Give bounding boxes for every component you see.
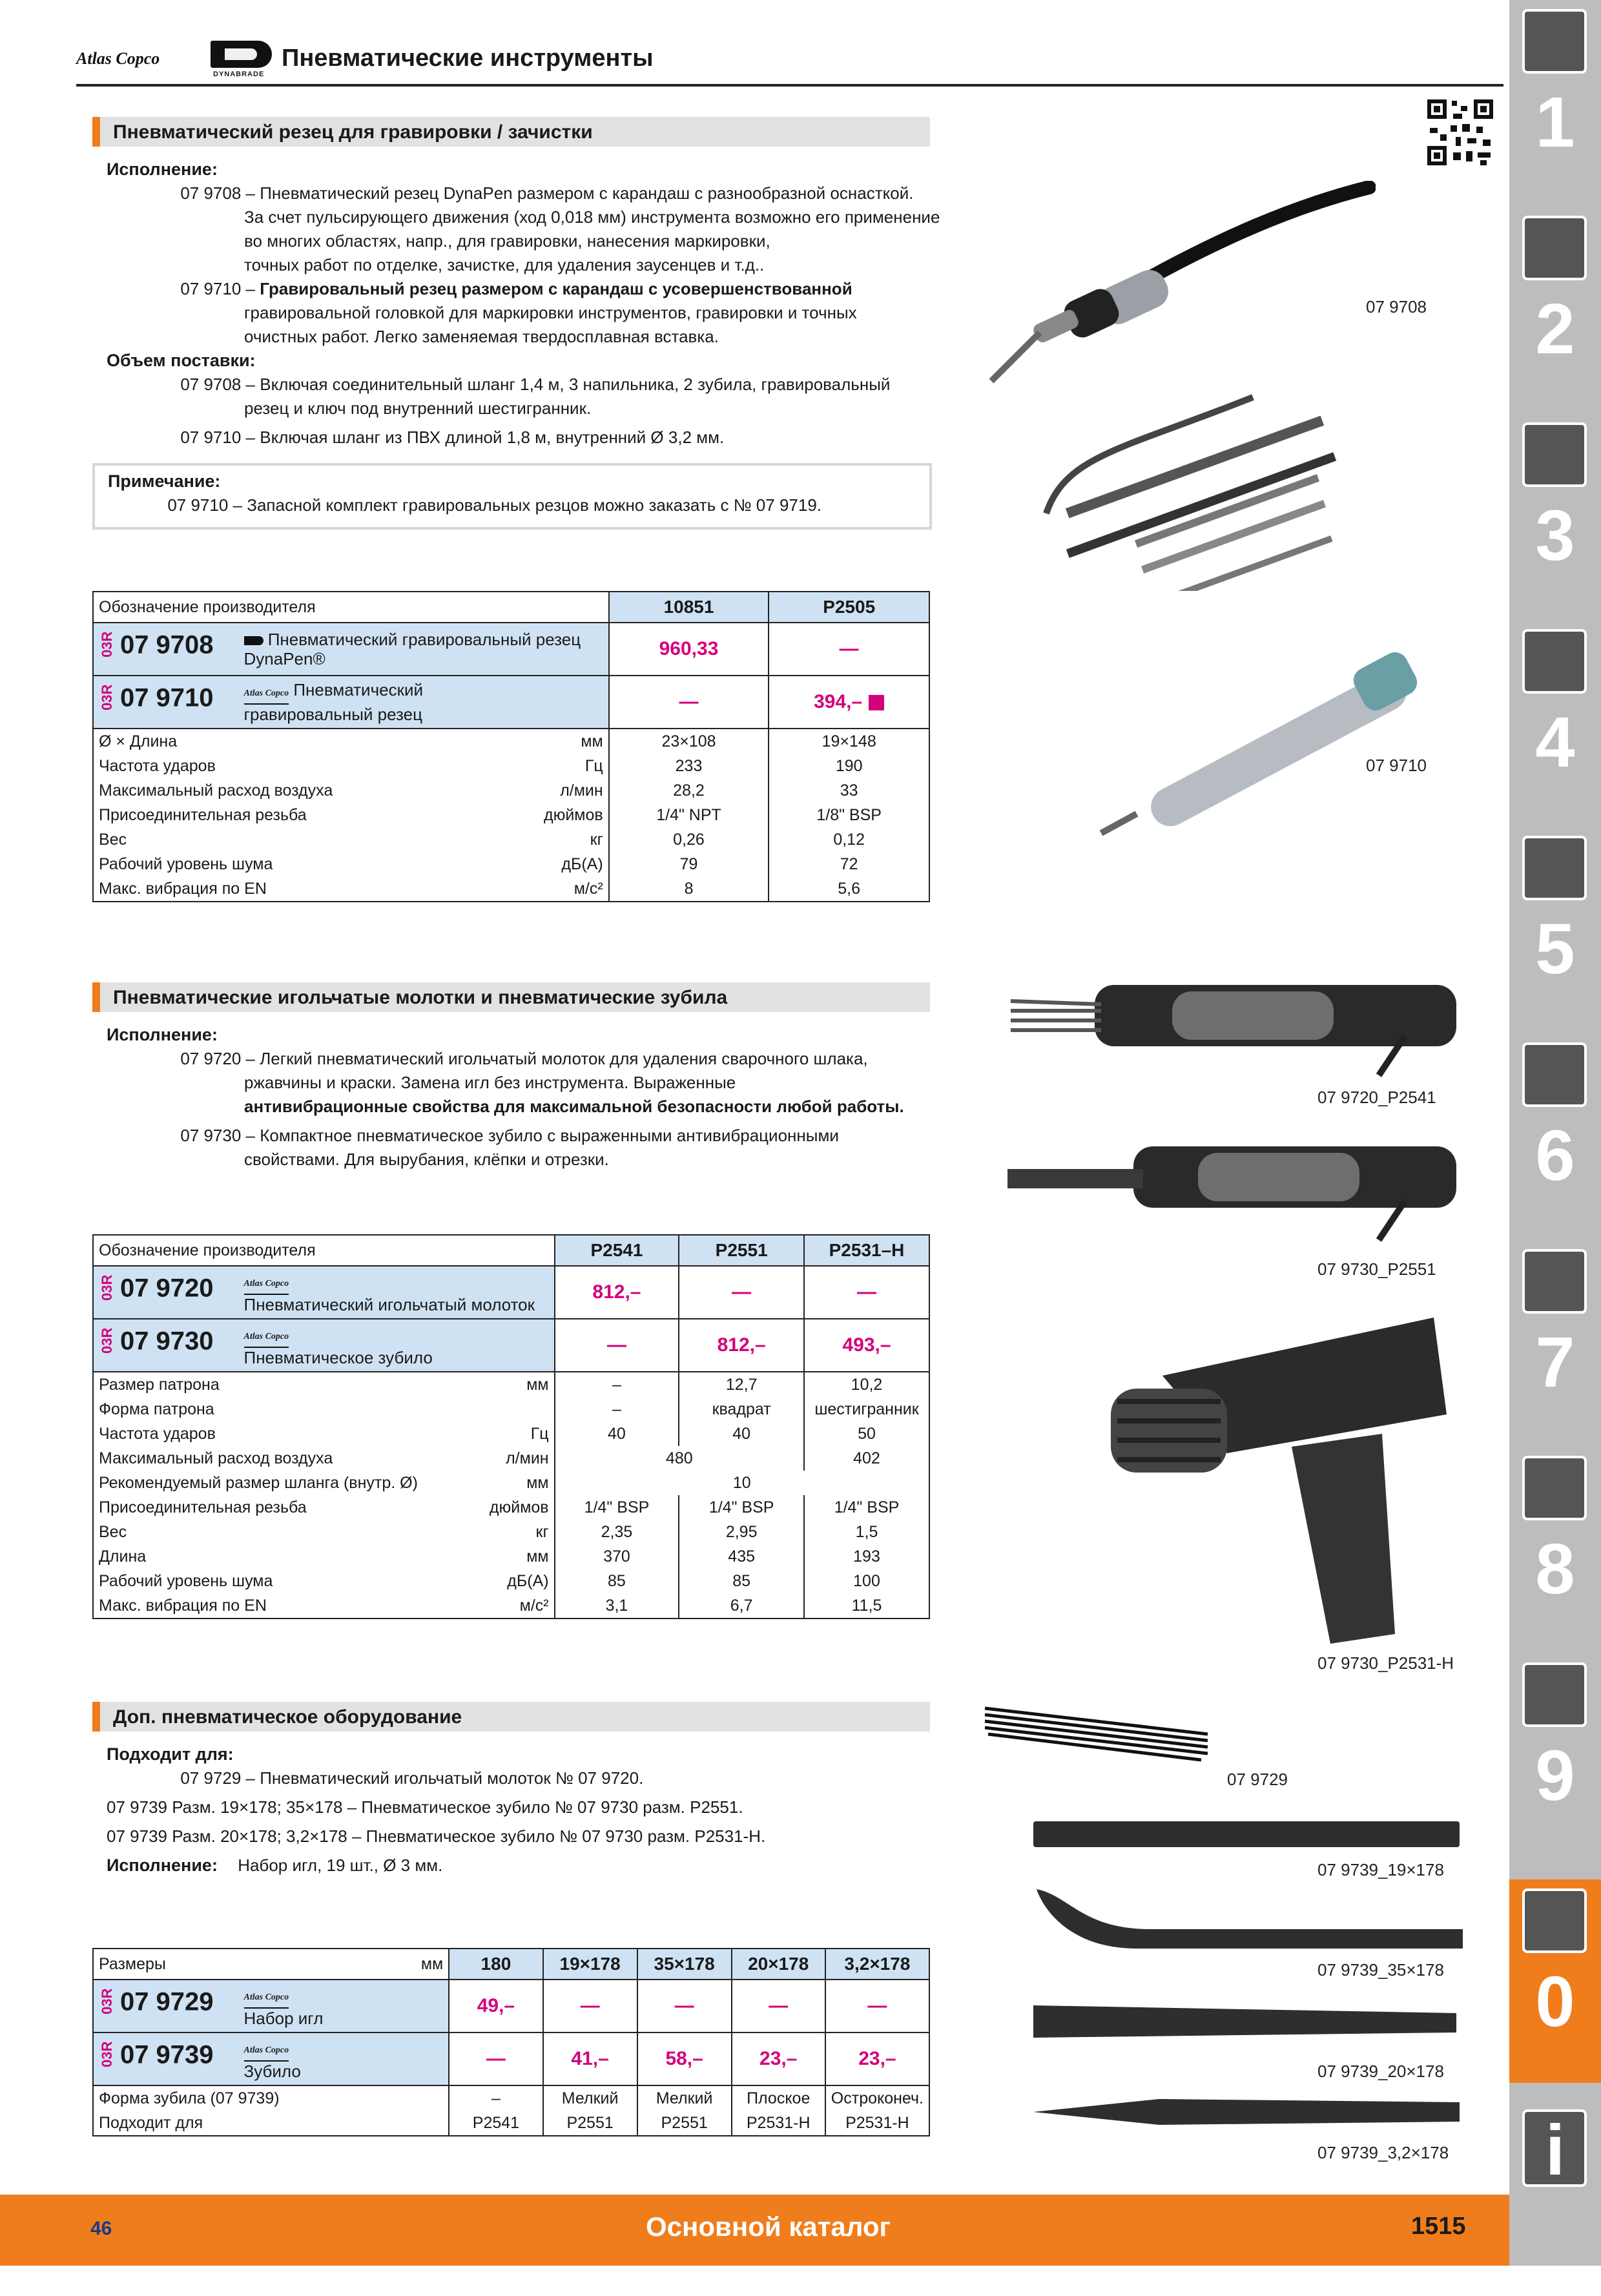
pistol-chisel-image <box>1098 1292 1460 1653</box>
page-header <box>76 36 1503 87</box>
qr-code-icon[interactable] <box>1425 97 1496 168</box>
atlas-copco-logo: Atlas Copco <box>76 49 160 68</box>
sidebar-tab-7[interactable]: 7 <box>1517 1240 1593 1443</box>
table-row[interactable]: 03R 07 9730 Atlas Copco Пневматическое зубило — 812,– 493,– <box>93 1319 929 1372</box>
sidebar-tab-8[interactable]: 8 <box>1517 1447 1593 1650</box>
caption-07-9739-3-2: 07 9739_3,2×178 <box>1317 2143 1449 2162</box>
air-chisel-image <box>1004 1121 1469 1250</box>
table-row[interactable]: 03R 07 9739 Atlas Copco Зубило — 41,– 58,– 23,– 23,– <box>93 2032 929 2085</box>
caption-07-9708: 07 9708 <box>1366 297 1427 316</box>
sidebar-tab-9[interactable]: 9 <box>1517 1653 1593 1857</box>
table-row[interactable]: 03R 07 9729 Atlas Copco Набор игл 49,– — — — — <box>93 1980 929 2032</box>
sidebar-tab-0-active[interactable]: 0 <box>1509 1879 1601 2083</box>
section-bar-accessories: Доп. пневматическое оборудование <box>92 1702 930 1732</box>
table-row[interactable]: 03R 07 9710 Atlas Copco Пневматический гравировальный резец — 394,– <box>93 676 929 729</box>
chisel-35x178-image <box>1030 1883 1469 1960</box>
table-row[interactable]: 03R 07 9708 Пневматический гравировальный резец DynaPen® 960,33 — <box>93 623 929 676</box>
sidebar-tab-6[interactable]: 6 <box>1517 1033 1593 1237</box>
engraving-pen-image <box>1098 646 1460 859</box>
chisel-20x178-image <box>1030 1999 1469 2044</box>
needle-hammer-image <box>1004 953 1469 1082</box>
table1-head: Обозначение производителя <box>93 592 609 623</box>
sidebar-tab-4[interactable]: 4 <box>1517 620 1593 823</box>
section3-text: Подходит для: 07 9729 – Пневматический игольчатый молоток № 07 9720. 07 9739 Разм. 19×178; 35×178 – Пневматическое зубило № 07 9730 разм. P2551. 07 9739 Разм. 20×178; 3,2×178 – Пневматическое зубило № 07 9730 разм. P2531-H. Исполнение: Набор игл, 19 шт., Ø 3 мм. <box>107 1744 766 1875</box>
sidebar-tab-1[interactable]: 1 <box>1517 0 1593 203</box>
engraver-accessories-image <box>1020 378 1408 591</box>
sidebar-tab-2[interactable]: 2 <box>1517 207 1593 410</box>
caption-07-9739-19: 07 9739_19×178 <box>1317 1860 1444 1879</box>
page-number-right: 1515 <box>1411 2213 1466 2240</box>
table-accessories: Размеры мм 180 19×178 35×178 20×178 3,2×178 03R 07 9729 Atlas Copco Набор игл 49,– — — — — 03R 07 9739 Atlas Copco Зубило — 41,– 58,– 23,– 23,– Форма зубила (07 9739) – Мелкий Мелкий Плоское Остроконеч. Подходит для P2541 P2551 P2551 P2531-H P2531-H <box>92 1948 930 2136</box>
dynabrade-logo: DYNABRADE <box>205 37 276 82</box>
chisel-19x178-image <box>1030 1815 1469 1854</box>
caption-07-9710: 07 9710 <box>1366 756 1427 775</box>
catalog-title: Основной каталог <box>646 2211 891 2242</box>
page-title: Пневматические инструменты <box>282 45 654 72</box>
dynapen-image <box>988 181 1376 394</box>
section1-text: Исполнение: 07 9708 – Пневматический резец DynaPen размером с карандаш с разнообразной оснасткой. За счет пульсирующего движения (ход 0,018 мм) инструмента возможно его применение во многих областях, напр., для гравировки, нанесения маркировки, точных работ по отделке, зачистке, для удаления заусенцев и т.д.. 07 9710 – Гравировальный резец размером с карандаш с усовершенствованной гравировальной головкой для маркировки инструментов, гравировки и точных очистных работ. Легко заменяемая твердосплавная вставка. Объем поставки: 07 9708 – Включая соединительный шланг 1,4 м, 3 напильника, 2 зубила, гравировальный резец и ключ под внутренний шестигранник. 07 9710 – Включая шланг из ПВХ длиной 1,8 м, внутренний Ø 3,2 мм. <box>107 160 940 447</box>
page-number-left: 46 <box>90 2218 112 2239</box>
caption-07-9730-p2551: 07 9730_P2551 <box>1317 1259 1436 1279</box>
caption-07-9739-35: 07 9739_35×178 <box>1317 1960 1444 1980</box>
sidebar-tab-info[interactable]: i <box>1517 2093 1593 2296</box>
sidebar-tab-5[interactable]: 5 <box>1517 827 1593 1030</box>
chapter-sidebar <box>1509 0 1601 2266</box>
needle-set-image <box>982 1695 1214 1773</box>
caption-07-9730-p2531: 07 9730_P2531-H <box>1317 1653 1454 1673</box>
caption-07-9739-20: 07 9739_20×178 <box>1317 2062 1444 2081</box>
section-bar-engraver: Пневматический резец для гравировки / зачистки <box>92 117 930 147</box>
table-engravers: Обозначение производителя 10851 P2505 03R 07 9708 Пневматический гравировальный резец DynaPen® 960,33 — 03R 07 9710 Atlas Copco Пневматический гравировальный резец — 394,– Ø × Длина мм 23×108 19×148 Частота ударов Гц 233 190 Максимальный расход воздуха л/мин 28,2 33 Присоединительная резьба дюймов 1/4" NPT 1/8" BSP Вес кг 0,26 0,12 Рабочий уровень шума дБ(A) 79 72 Макс. вибрация по EN м/с² 8 5,6 <box>92 591 930 902</box>
section-bar-needle-hammers: Пневматические игольчатые молотки и пневматические зубила <box>92 982 930 1012</box>
table-row[interactable]: 03R 07 9720 Atlas Copco Пневматический игольчатый молоток 812,– — — <box>93 1266 929 1319</box>
page-footer <box>0 2195 1509 2266</box>
section2-text: Исполнение: 07 9720 – Легкий пневматический игольчатый молоток для удаления сварочного шлака, ржавчины и краски. Замена игл без инструмента. Выраженные антивибрационные свойства для максимальной безопасности любой работы. 07 9730 – Компактное пневматическое зубило с выраженными антивибрационными свойствами. Для вырубания, клёпки и отрезки. <box>107 1025 904 1169</box>
caption-07-9729: 07 9729 <box>1227 1770 1288 1789</box>
caption-07-9720: 07 9720_P2541 <box>1317 1088 1436 1107</box>
note-box: Примечание: 07 9710 – Запасной комплект гравировальных резцов можно заказать с № 07 9719. <box>92 463 932 530</box>
sidebar-tab-3[interactable]: 3 <box>1517 413 1593 617</box>
table-needle-hammers: Обозначение производителя P2541 P2551 P2531–H 03R 07 9720 Atlas Copco Пневматический игольчатый молоток 812,– — — 03R 07 9730 Atlas Copco Пневматическое зубило — 812,– 493,– Размер патрона мм – 12,7 10,2 Форма патрона – квадрат шестигранник Частота ударов Гц 40 40 50 Максимальный расход воздуха л/мин 480 402 Рекомендуемый размер шланга (внутр. Ø) мм 10 Присоединительная резьба дюймов 1/4" BSP 1/4" BSP 1/4" BSP Вес кг 2,35 2,95 1,5 Длина мм 370 435 193 Рабочий уровень шума дБ(A) 85 85 100 Макс. вибрация по EN м/с² 3,1 6,7 11,5 <box>92 1234 930 1619</box>
chisel-3-2x178-image <box>1030 2089 1469 2135</box>
